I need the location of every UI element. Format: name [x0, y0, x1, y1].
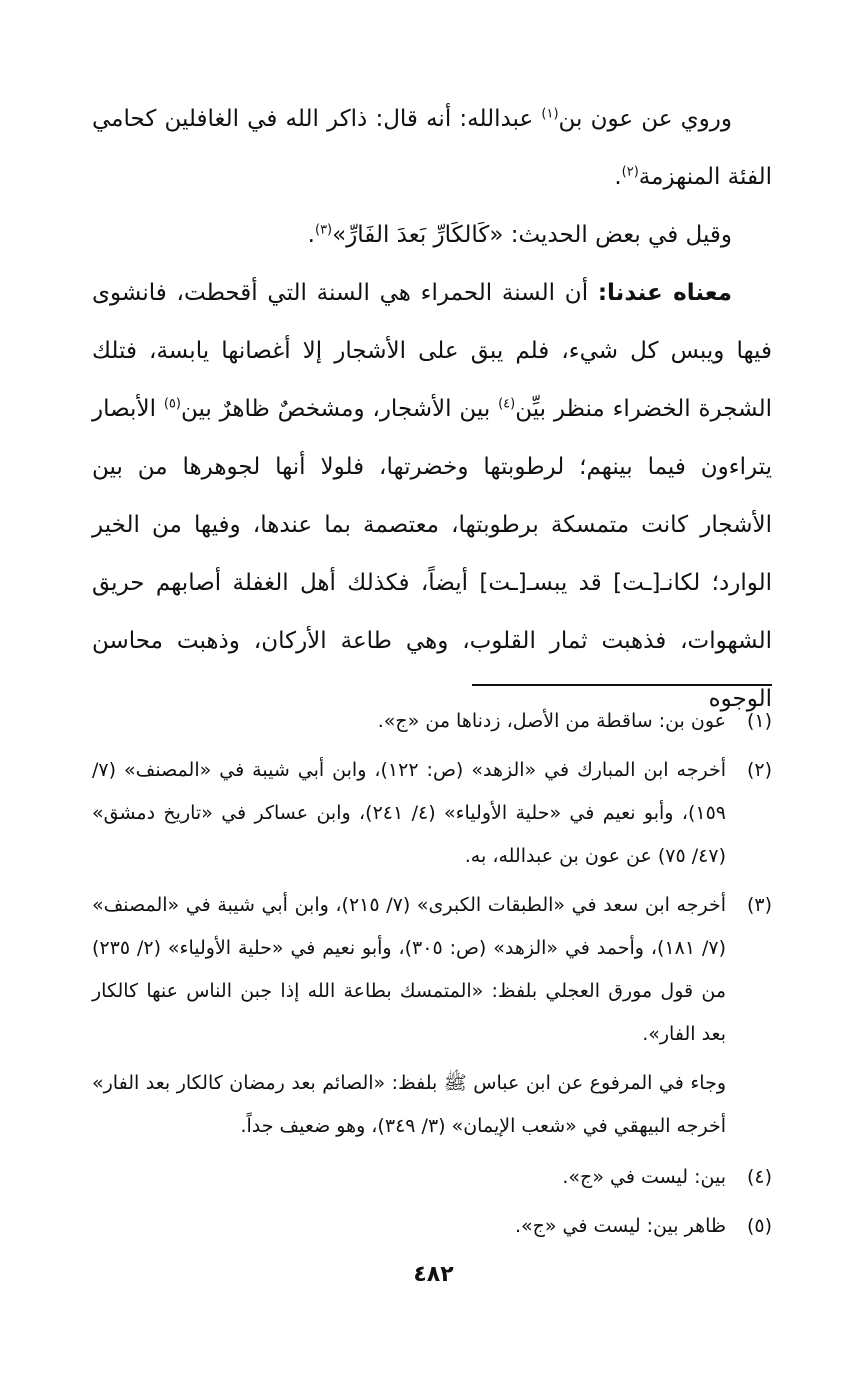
paragraph-1-continuation: عبدالله: أنه قال: ذاكر الله في الغافلين كحامي الفئة المنهزمة: [92, 106, 772, 190]
paragraph-3-part-3: الأبصار يتراءون فيما بينهم؛ لرطوبتها وخضرتها، فلولا أنها لجوهرها من بين الأشجار كانت متمسكة برطوبتها، معتصمة بما عندها، وفيها من الخير الوارد؛ لكانـ[ـت] قد يبسـ[ـت] أيضاً، فكذلك أهل الغفلة أصابهم حريق الشهوات، فذهبت ثمار القلوب، وهي طاعة الأركان، وذهبت محاسن الوجوه: [92, 396, 772, 712]
footnote-5: [92, 1205, 772, 1248]
footnote-text: أخرجه ابن المبارك في «الزهد» (ص: ١٢٢)، وابن أبي شيبة في «المصنف» (٧/ ١٥٩)، وأبو نعيم في «حلية الأولياء» (٤/ ٢٤١)، وابن عساكر في «تاريخ دمشق» (٤٧/ ٧٥) عن عون بن عبدالله، به.: [92, 759, 726, 867]
footnote-3-continuation: وجاء في المرفوع عن ابن عباس ﷺ بلفظ: «الصائم بعد رمضان كالكار بعد الفار» أخرجه البيهقي في «شعب الإيمان» (٣/ ٣٤٩)، وهو ضعيف جداً.: [92, 1072, 726, 1137]
paragraph-1: [92, 90, 772, 206]
footnotes: [92, 700, 772, 1254]
footnote-text: ظاهر بين: ليست في «ج».: [514, 1215, 726, 1237]
footnote-text: أخرجه ابن سعد في «الطبقات الكبرى» (٧/ ٢١٥)، وابن أبي شيبة في «المصنف» (٧/ ١٨١)، وأحمد في «الزهد» (ص: ٣٠٥)، وأبو نعيم في «حلية الأولياء» (٢/ ٢٣٥) من قول مورق العجلي بلفظ: «المتمسك بطاعة الله إذا جبن الناس عنها كالكار بعد الفار».: [92, 894, 726, 1045]
footnote-ref-3: (٣): [314, 222, 333, 238]
main-text: [92, 90, 772, 728]
footnote-number: (٤): [746, 1166, 772, 1188]
footnote-1: [92, 700, 772, 743]
footnote-2: [92, 749, 772, 878]
footnote-number: (٢): [746, 759, 772, 781]
footnote-text: عون بن: ساقطة من الأصل، زدناها من «ج».: [377, 710, 726, 732]
paragraph-2-text: وقيل في بعض الحديث: «كَالكَارِّ بَعدَ الفَارِّ»: [332, 222, 732, 248]
footnote-ref-5: (٥): [163, 396, 181, 412]
paragraph-3: [92, 264, 772, 728]
paragraph-1-text: وروي عن عون بن: [558, 106, 732, 132]
paragraph-3-part-2: بين الأشجار، ومشخصٌ ظاهرٌ بين: [180, 396, 499, 422]
footnote-number: (١): [746, 710, 772, 732]
paragraph-3-lead: معناه عندنا:: [597, 280, 732, 306]
footnote-divider: [472, 684, 772, 686]
paragraph-2-end: .: [307, 222, 315, 248]
footnote-text: بين: ليست في «ج».: [562, 1166, 726, 1188]
footnote-3: [92, 884, 772, 1056]
paragraph-3-part-1: أن السنة الحمراء هي السنة التي أقحطت، فانشوى فيها ويبس كل شيء، فلم يبق على الأشجار إلا أغصانها يابسة، فتلك الشجرة الخضراء منظر بيِّن: [92, 280, 772, 422]
paragraph-2: [92, 206, 772, 264]
footnote-number: (٣): [746, 894, 772, 916]
footnote-ref-1: (١): [541, 106, 559, 122]
footnote-ref-2: (٢): [621, 164, 639, 180]
page-number: ٤٨٢: [413, 1262, 454, 1287]
footnote-number: (٥): [746, 1215, 772, 1237]
footnote-4: [92, 1156, 772, 1199]
footnote-ref-4: (٤): [498, 396, 516, 412]
paragraph-1-end: .: [614, 164, 622, 190]
